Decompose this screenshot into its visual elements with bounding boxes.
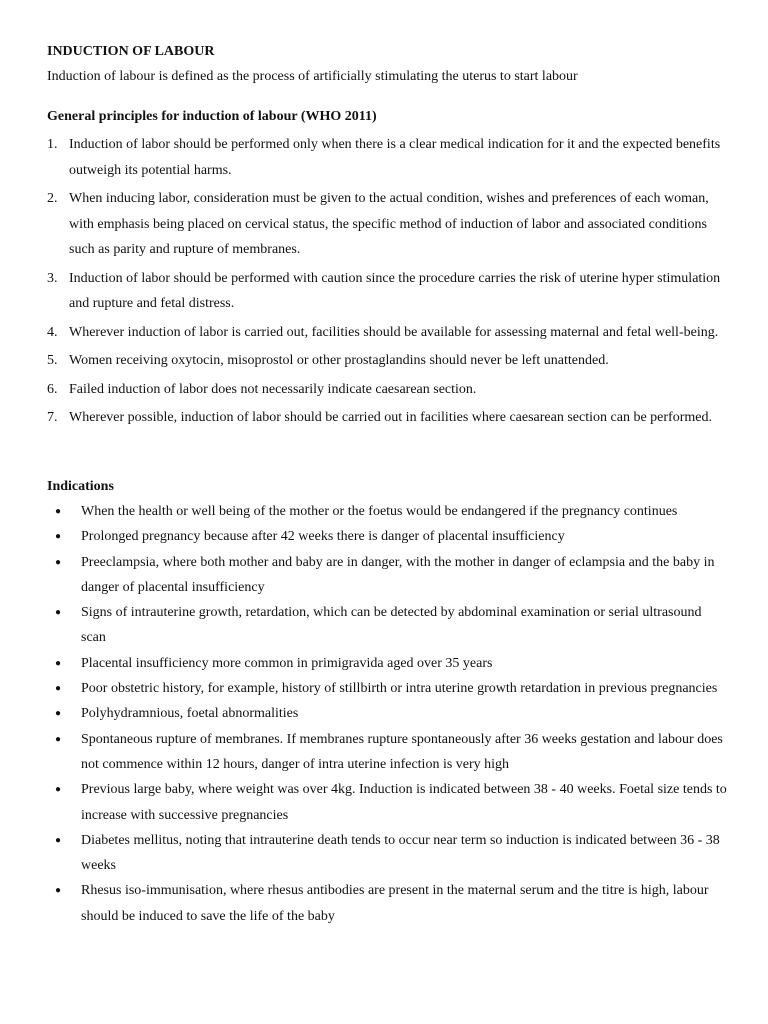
indications-heading: Indications <box>47 479 114 494</box>
indication-item <box>47 550 727 601</box>
bullet-icon: ● <box>55 733 62 745</box>
indication-item <box>47 524 727 549</box>
indication-text: When the health or well being of the mother or the foetus would be endangered if the pregnancy continues <box>81 504 678 519</box>
indication-text: Preeclampsia, where both mother and baby are in danger, with the mother in danger of eclampsia and the baby in danger of placental insufficiency <box>81 554 715 595</box>
principle-number: 5. <box>47 353 58 368</box>
bullet-icon: ● <box>55 683 62 695</box>
indication-item <box>47 676 727 701</box>
principle-item <box>47 132 727 183</box>
bullet-icon: ● <box>55 506 62 517</box>
principle-item <box>47 320 727 346</box>
bullet-icon: ● <box>55 885 62 897</box>
bullet-icon: ● <box>55 556 62 568</box>
principle-text: Induction of labor should be performed only when there is a clear medical indication for it and the expected benefits outweigh its potential harms. <box>69 137 721 178</box>
indication-item <box>47 828 727 879</box>
indication-text: Diabetes mellitus, noting that intrauterine death tends to occur near term so induction is indicated between 36 - 38 weeks <box>81 832 720 874</box>
indication-text: Placental insufficiency more common in primigravida aged over 35 years <box>81 655 493 671</box>
indication-item <box>47 727 727 778</box>
indication-item <box>47 701 727 726</box>
principles-heading: General principles for induction of labour (WHO 2011) <box>47 109 377 124</box>
indication-item <box>47 878 727 929</box>
indication-item <box>47 499 727 524</box>
indication-text: Prolonged pregnancy because after 42 weeks there is danger of placental insufficiency <box>81 529 565 545</box>
bullet-icon: ● <box>55 657 62 669</box>
indication-text: Rhesus iso-immunisation, where rhesus antibodies are present in the maternal serum and the titre is high, labour should be induced to save the life of the baby <box>81 883 709 924</box>
principle-item <box>47 348 727 374</box>
indication-text: Poor obstetric history, for example, history of stillbirth or intra uterine growth retardation in previous pregnancies <box>81 681 718 697</box>
bullet-icon: ● <box>55 607 62 619</box>
principle-item <box>47 405 727 431</box>
principle-text: Wherever possible, induction of labor should be carried out in facilities where caesarean section can be performed. <box>69 410 712 425</box>
bullet-icon: ● <box>55 531 62 543</box>
principles-list <box>47 132 727 434</box>
principle-number: 7. <box>47 410 58 425</box>
principle-number: 3. <box>47 270 58 286</box>
definition-paragraph: Induction of labour is defined as the process of artificially stimulating the uterus to start labour <box>47 69 578 84</box>
principle-number: 1. <box>47 137 58 152</box>
indication-text: Signs of intrauterine growth, retardation, which can be detected by abdominal examination or serial ultrasound scan <box>81 605 702 646</box>
principle-text: Women receiving oxytocin, misoprostol or other prostaglandins should never be left unattended. <box>69 353 609 368</box>
principle-text: Induction of labor should be performed with caution since the procedure carries the risk of uterine hyper stimulation and rupture and fetal distress. <box>69 270 721 311</box>
principle-number: 4. <box>47 324 58 340</box>
indication-text: Polyhydramnious, foetal abnormalities <box>81 706 299 722</box>
bullet-icon: ● <box>55 784 62 796</box>
indication-item <box>47 600 727 651</box>
principle-item <box>47 266 727 317</box>
document-title: INDUCTION OF LABOUR <box>47 44 215 59</box>
indication-item <box>47 651 727 676</box>
indications-list <box>47 499 727 929</box>
indication-item <box>47 777 727 828</box>
principle-text: When inducing labor, consideration must be given to the actual condition, wishes and preferences of each woman, with emphasis being placed on cervical status, the specific method of induction of labor and associated conditions such as parity and rupture of membranes. <box>69 191 709 257</box>
principle-item <box>47 377 727 403</box>
bullet-icon: ● <box>55 708 62 720</box>
principle-text: Failed induction of labor does not necessarily indicate caesarean section. <box>69 381 477 397</box>
principle-number: 2. <box>47 191 58 206</box>
indication-text: Spontaneous rupture of membranes. If membranes rupture spontaneously after 36 weeks gestation and labour does not commence within 12 hours, danger of intra uterine infection is very high <box>81 731 723 772</box>
bullet-icon: ● <box>55 834 62 846</box>
principle-text: Wherever induction of labor is carried out, facilities should be available for assessing maternal and fetal well-being. <box>69 324 719 340</box>
principle-item <box>47 186 727 263</box>
principle-number: 6. <box>47 381 58 397</box>
indication-text: Previous large baby, where weight was over 4kg. Induction is indicated between 38 - 40 weeks. Foetal size tends to increase with successive pregnancies <box>81 782 727 823</box>
